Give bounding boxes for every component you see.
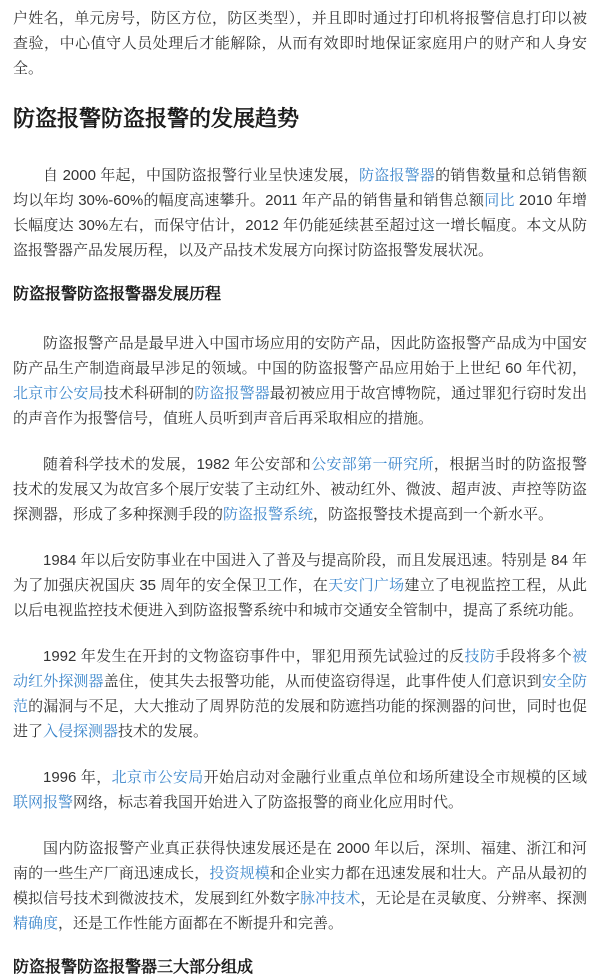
inline-link[interactable]: 精确度 bbox=[13, 915, 59, 932]
text-run: 技术科研制的 bbox=[103, 385, 195, 402]
paragraph-history-1960s bbox=[13, 331, 587, 431]
text-run: ，无论是在灵敏度、分辨率、探测 bbox=[360, 890, 587, 907]
text-run: 防盗报警产品是最早进入中国市场应用的安防产品，因此防盗报警产品成为中国安防产品生产制造商最早涉足的领域。中国的防盗报警产品应用始于上世纪 60 年代初， bbox=[13, 335, 587, 377]
inline-link[interactable]: 防盗报警器 bbox=[358, 167, 436, 184]
inline-link[interactable]: 被动红外探测器 bbox=[13, 648, 587, 690]
text-run: 1996 年， bbox=[43, 769, 112, 786]
paragraph-history-1982 bbox=[13, 452, 587, 527]
text-run: 盖住，使其失去报警功能，从而使盗窃得逞，此事件使人们意识到 bbox=[103, 673, 542, 690]
text-run: 和企业实力都在迅速发展和壮大。产品从最初的模拟信号技术到微波技术，发展到红外数字 bbox=[13, 865, 587, 907]
section-heading-trend: 防盗报警防盗报警的发展趋势 bbox=[13, 106, 300, 131]
text-run: 国内防盗报警产业真正获得快速发展还是在 2000 年以后，深圳、福建、浙江和河南的一些生产厂商迅速成长， bbox=[13, 840, 587, 882]
inline-link[interactable]: 安全防范 bbox=[13, 673, 587, 715]
text-run: 2010 年增长幅度达 30%左右，而保守估计，2012 年仍能延续甚至超过这一增长幅度。本文从防盗报警器产品发展历程，以及产品技术发展方向探讨防盗报警发展状况。 bbox=[13, 192, 587, 259]
continued-paragraph: 户姓名，单元房号，防区方位，防区类型），并且即时通过打印机将报警信息打印以被查验，中心值守人员处理后才能解除，从而有效即时地保证家庭用户的财产和人身安全。 bbox=[13, 10, 587, 77]
paragraph-history-1984 bbox=[13, 548, 587, 623]
text-run: 技术的发展。 bbox=[118, 723, 209, 740]
text-run: 1992 年发生在开封的文物盗窃事件中，罪犯用预先试验过的反 bbox=[43, 648, 465, 665]
inline-link[interactable]: 同比 bbox=[484, 192, 515, 209]
paragraph-history-1996 bbox=[13, 765, 587, 815]
text-run: ，根据当时的防盗报警技术的发展又为故宫多个展厅安装了主动红外、被动红外、微波、超声波、声控等防盗探测器，形成了多种探测手段的 bbox=[13, 456, 587, 523]
inline-link[interactable]: 入侵探测器 bbox=[43, 723, 119, 740]
inline-link[interactable]: 北京市公安局 bbox=[111, 769, 204, 786]
subsection-heading-history: 防盗报警防盗报警器发展历程 bbox=[13, 286, 222, 303]
text-run: 网络，标志着我国开始进入了防盗报警的商业化应用时代。 bbox=[73, 794, 464, 811]
inline-link[interactable]: 投资规模 bbox=[209, 865, 270, 882]
text-run: ，还是工作性能方面都在不断提升和完善。 bbox=[58, 915, 344, 932]
text-run: 随着科学技术的发展，1982 年公安部和 bbox=[43, 456, 312, 473]
inline-link[interactable]: 防盗报警系统 bbox=[223, 506, 314, 523]
inline-link[interactable]: 防盗报警器 bbox=[194, 385, 270, 402]
inline-link[interactable]: 北京市公安局 bbox=[13, 385, 104, 402]
inline-link[interactable]: 技防 bbox=[464, 648, 496, 665]
inline-link[interactable]: 天安门广场 bbox=[328, 577, 405, 594]
text-run: 最初被应用于故宫博物院，通过罪犯行窃时发出的声音作为报警信号，值班人员听到声音后再采取相应的措施。 bbox=[13, 385, 587, 427]
text-run: ，防盗报警技术提高到一个新水平。 bbox=[313, 506, 554, 523]
inline-link[interactable]: 脉冲技术 bbox=[300, 890, 361, 907]
text-run: 1984 年以后安防事业在中国进入了普及与提高阶段，而且发展迅速。特别是 84 年为了加强庆祝国庆 35 周年的安全保卫工作，在 bbox=[13, 552, 587, 594]
text-run: 开始启动对金融行业重点单位和场所建设全市规模的区域 bbox=[203, 769, 587, 786]
text-run: 的漏洞与不足，大大推动了周界防范的发展和防遮挡功能的探测器的问世，同时也促进了 bbox=[13, 698, 587, 740]
text-run: 的销售数量和总销售额均以年均 30%-60%的幅度高速攀升。2011 年产品的销售量和销售总额 bbox=[13, 167, 587, 209]
paragraph-history-2000s bbox=[13, 836, 587, 936]
text-run: 手段将多个 bbox=[495, 648, 572, 665]
subsection-heading-composition: 防盗报警防盗报警器三大部分组成 bbox=[13, 959, 254, 976]
inline-link[interactable]: 公安部第一研究所 bbox=[311, 456, 434, 473]
paragraph-history-1992 bbox=[13, 644, 587, 744]
inline-link[interactable]: 联网报警 bbox=[13, 794, 74, 811]
paragraph-trend-overview bbox=[13, 163, 587, 263]
text-run: 建立了电视监控工程，从此以后电视监控技术便进入到防盗报警系统中和城市交通安全管制中，提高了系统功能。 bbox=[13, 577, 587, 619]
text-run: 自 2000 年起，中国防盗报警行业呈快速发展， bbox=[43, 167, 359, 184]
